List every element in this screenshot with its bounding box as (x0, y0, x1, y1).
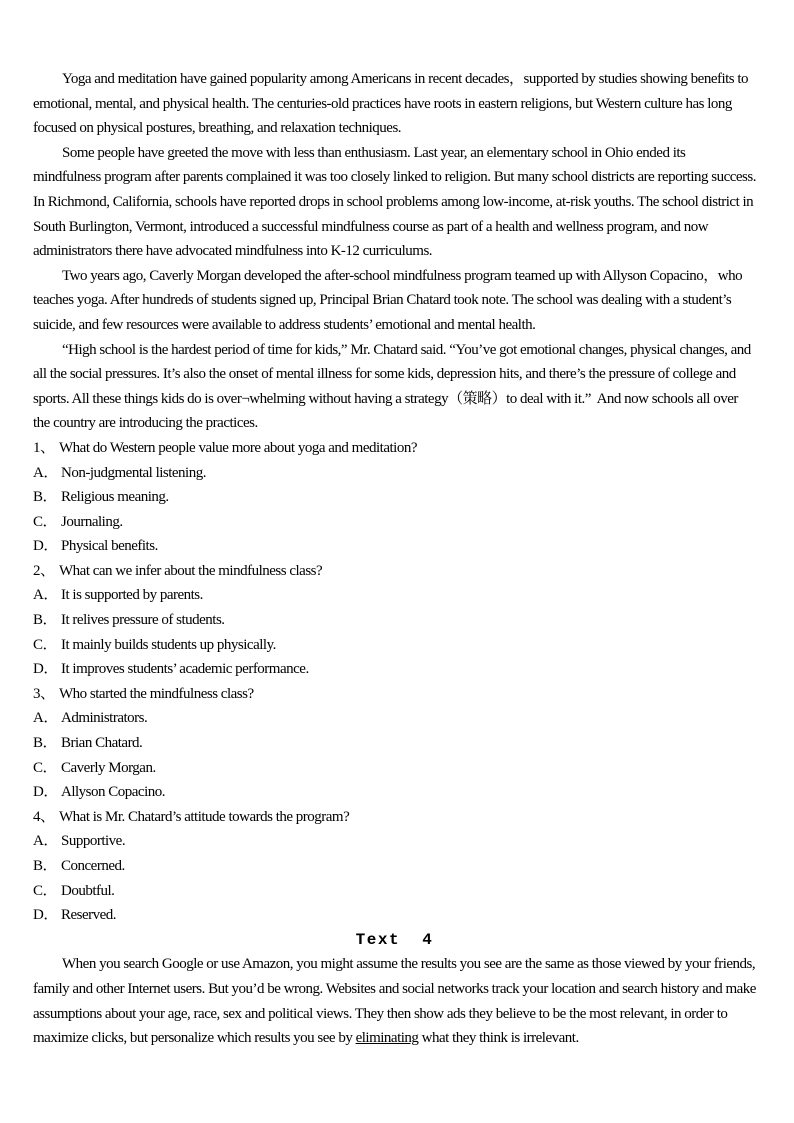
option-letter: D． (33, 907, 58, 924)
option-text: Journaling. (61, 513, 123, 530)
option-text: Non-judgmental listening. (61, 464, 206, 481)
question-text: What is Mr. Chatard’s attitude towards the program? (59, 808, 350, 825)
option-text: Supportive. (61, 833, 126, 850)
question (33, 436, 756, 461)
passage-text-before-underline: When you search Google or use Amazon, you might assume the results you see are the same as those viewed by your friends, family and other Internet users. But you’d be wrong. Websites and social networks track your location and search history and make assumptions about your age, race, sex and political views. They then show ads they believe to be the most relevant, in order to maximize clicks, but personalize which results you see by (33, 956, 756, 1047)
option-text: It is supported by parents. (61, 587, 203, 604)
option-text: Allyson Copacino. (61, 784, 165, 801)
option-letter: C． (33, 759, 58, 776)
option-letter: A． (33, 464, 58, 481)
section-heading: Text 4 (355, 930, 434, 949)
answer-option (33, 903, 756, 928)
passage-text-after-underline: what they think is irrelevant. (418, 1030, 579, 1047)
option-letter: B． (33, 735, 58, 752)
passage-paragraph: Two years ago, Caverly Morgan developed the after-school mindfulness program teamed up with Allyson Copacino，who teaches yoga. After hundreds of students signed up, Principal Brian Chatard took note. The school was dealing with a student’s suicide, and few resources were available to address students’ emotional and mental health. (33, 267, 743, 333)
option-text: Concerned. (61, 858, 125, 874)
option-letter: D． (33, 784, 58, 801)
answer-option (33, 657, 756, 682)
option-text: Religious meaning. (61, 489, 169, 506)
option-text: It improves students’ academic performance. (61, 661, 309, 678)
answer-option (33, 510, 756, 535)
passage-paragraph: “High school is the hardest period of time for kids,” Mr. Chatard said. “You’ve got emotional changes, physical changes, and all the social pressures. It’s also the onset of mental illness for some kids, depression hits, and there’s the pressure of college and sports. All these things kids do is over¬whelming without having a strategy（策略）to deal with it.” And now schools all over the country are introducing the practices. (33, 341, 751, 432)
option-letter: D． (33, 661, 58, 678)
question-text: What can we infer about the mindfulness class? (59, 562, 323, 579)
answer-option (33, 608, 756, 633)
question-number: 3、 (33, 685, 55, 702)
answer-option (33, 780, 756, 805)
question-number: 4、 (33, 808, 55, 825)
answer-option (33, 706, 756, 731)
question-text: What do Western people value more about yoga and meditation? (59, 439, 417, 456)
underlined-word: eliminating (355, 1030, 419, 1047)
answer-option (33, 829, 756, 854)
option-text: It mainly builds students up physically. (61, 636, 276, 653)
option-text: Doubtful. (61, 882, 115, 899)
option-letter: B． (33, 489, 58, 506)
option-letter: D． (33, 538, 58, 555)
answer-option (33, 731, 756, 756)
option-text: Physical benefits. (61, 538, 158, 555)
answer-option (33, 879, 756, 904)
answer-option (33, 854, 756, 879)
question (33, 805, 756, 830)
answer-option (33, 633, 756, 658)
option-letter: C． (33, 882, 58, 899)
answer-option (33, 534, 756, 559)
question-text: Who started the mindfulness class? (59, 685, 254, 702)
answer-option (33, 461, 756, 486)
answer-option (33, 756, 756, 781)
question (33, 559, 756, 584)
answer-option (33, 583, 756, 608)
passage-paragraph: Yoga and meditation have gained popularity among Americans in recent decades，supported by studies showing benefits to emotional, mental, and physical health. The centuries-old practices have roots in eastern religions, but Western culture has long focused on physical postures, breathing, and relaxation techniques. (33, 71, 749, 137)
option-letter: C． (33, 513, 58, 530)
option-text: Administrators. (61, 710, 148, 727)
option-text: It relives pressure of students. (61, 612, 225, 629)
option-text: Reserved. (61, 907, 117, 924)
option-letter: B． (33, 858, 58, 874)
option-letter: A． (33, 833, 58, 850)
passage-paragraph (33, 952, 756, 1050)
option-letter: B． (33, 612, 58, 629)
passage-paragraph: Some people have greeted the move with less than enthusiasm. Last year, an elementary school in Ohio ended its mindfulness program after parents complained it was too closely linked to religion. But many school districts are reporting success. In Richmond, California, schools have reported drops in school problems among low-income, at-risk youths. The school district in South Burlington, Vermont, introduced a successful mindfulness course as part of a health and wellness program, and now administrators there have advocated mindfulness into K-12 curriculums. (33, 144, 756, 260)
option-text: Brian Chatard. (61, 735, 143, 752)
option-text: Caverly Morgan. (61, 759, 156, 776)
question (33, 682, 756, 707)
option-letter: C． (33, 636, 58, 653)
option-letter: A． (33, 587, 58, 604)
option-letter: A． (33, 710, 58, 727)
question-number: 1、 (33, 439, 55, 456)
question-number: 2、 (33, 562, 55, 579)
answer-option (33, 485, 756, 510)
